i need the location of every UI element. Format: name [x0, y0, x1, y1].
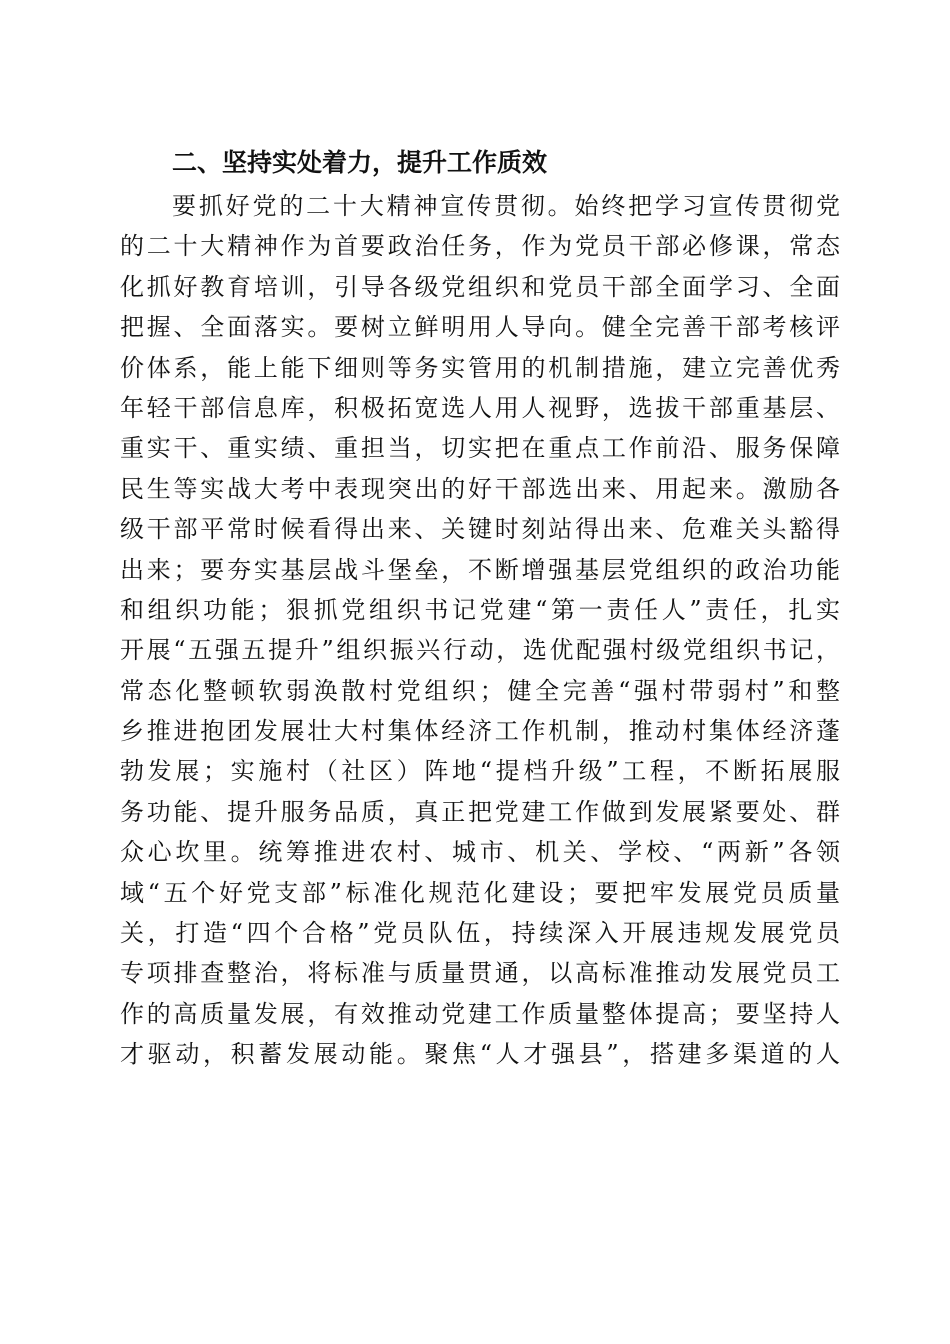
paragraph-line: 化抓好教育培训，引导各级党组织和党员干部全面学习、全面 [120, 272, 840, 301]
paragraph-line: 民生等实战大考中表现突出的好干部选出来、用起来。激励各 [120, 474, 840, 503]
paragraph-line: 出来；要夯实基层战斗堡垒，不断增强基层党组织的政治功能 [120, 555, 840, 584]
section-heading: 二、坚持实处着力，提升工作质效 [172, 148, 548, 177]
paragraph-line: 重实干、重实绩、重担当，切实把在重点工作前沿、服务保障 [120, 434, 840, 463]
paragraph-line: 要抓好党的二十大精神宣传贯彻。始终把学习宣传贯彻党 [172, 192, 840, 220]
paragraph-line: 价体系，能上能下细则等务实管用的机制措施，建立完善优秀 [120, 353, 840, 382]
paragraph-line: 勃发展；实施村（社区）阵地“提档升级”工程，不断拓展服 [120, 757, 840, 786]
paragraph-line: 专项排查整治，将标准与质量贯通，以高标准推动发展党员工 [120, 959, 840, 988]
paragraph-line: 作的高质量发展，有效推动党建工作质量整体提高；要坚持人 [120, 999, 840, 1028]
paragraph-line: 和组织功能；狠抓党组织书记党建“第一责任人”责任，扎实 [120, 595, 840, 624]
paragraph-line: 的二十大精神作为首要政治任务，作为党员干部必修课，常态 [120, 232, 840, 261]
paragraph-line: 众心坎里。统筹推进农村、城市、机关、学校、“两新”各领 [120, 838, 840, 867]
paragraph-line: 把握、全面落实。要树立鲜明用人导向。健全完善干部考核评 [120, 313, 840, 342]
paragraph-line: 年轻干部信息库，积极拓宽选人用人视野，选拔干部重基层、 [120, 393, 840, 422]
paragraph-line: 才驱动，积蓄发展动能。聚焦“人才强县”，搭建多渠道的人 [120, 1040, 840, 1069]
paragraph-line: 乡推进抱团发展壮大村集体经济工作机制，推动村集体经济蓬 [120, 717, 840, 746]
paragraph-line: 域“五个好党支部”标准化规范化建设；要把牢发展党员质量 [120, 878, 840, 907]
body-paragraph [120, 186, 840, 1075]
paragraph-line: 常态化整顿软弱涣散村党组织；健全完善“强村带弱村”和整 [120, 676, 840, 705]
paragraph-line: 关，打造“四个合格”党员队伍，持续深入开展违规发展党员 [120, 919, 840, 948]
paragraph-line: 开展“五强五提升”组织振兴行动，选优配强村级党组织书记， [120, 636, 840, 665]
paragraph-line: 务功能、提升服务品质，真正把党建工作做到发展紧要处、群 [120, 797, 840, 826]
paragraph-line: 级干部平常时候看得出来、关键时刻站得出来、危难关头豁得 [120, 515, 840, 544]
